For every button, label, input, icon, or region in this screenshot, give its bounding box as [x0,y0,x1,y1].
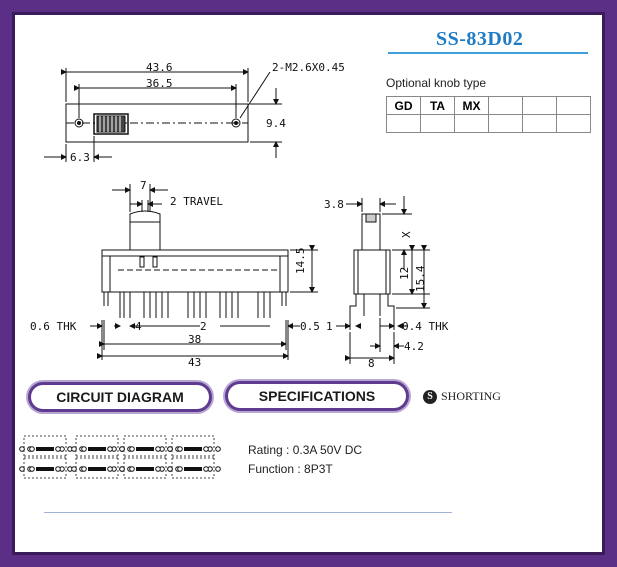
circuit-contact [156,467,161,472]
dim-width-8: 8 [368,357,375,370]
dim-side-knob-width: 3.8 [324,198,344,211]
circuit-contact [56,447,61,452]
side-leg-left [350,294,356,330]
circuit-slider [36,447,54,451]
front-knob [130,222,160,250]
dim-thickness: 0.6 THK [30,320,77,333]
circuit-contact [204,447,209,452]
front-pins [104,292,286,318]
dim-screw: 2-M2.6X0.45 [272,61,345,74]
knob-type-row [387,97,591,115]
dim-knob-height: X [400,231,413,238]
spec-rating: Rating : 0.3A 50V DC [248,443,363,457]
dim-pin-pitch: 2 [200,320,207,333]
front-knob-top [130,211,160,222]
knob-type-cell: TA [421,97,455,115]
circuit-slider [88,467,106,471]
shorting-label [423,389,501,404]
circuit-contact [216,447,221,452]
circuit-contact [168,467,173,472]
model-underline [388,52,588,54]
circuit-contact [30,447,35,452]
circuit-contact [178,447,183,452]
circuit-contact [82,447,87,452]
knob-type-cell: MX [455,97,489,115]
circuit-slider [184,467,202,471]
specifications-header: SPECIFICATIONS [228,384,406,408]
knob-type-cell: GD [387,97,421,115]
dim-offset: 6.3 [70,151,90,164]
dim-hole-pitch: 36.5 [146,77,173,90]
circuit-contact [168,447,173,452]
dim-height-154: 15.4 [414,265,427,292]
knob-type-title: Optional knob type [386,76,487,90]
circuit-contact [72,467,77,472]
knob-type-table [386,96,591,133]
dim-lead-1: 1 [326,320,333,333]
dim-travel: 2 TRAVEL [170,195,223,208]
spec-function: Function : 8P3T [248,462,333,476]
circuit-contact [20,467,25,472]
dim-height-12: 12 [398,266,411,280]
circuit-contact [56,467,61,472]
shorting-icon: S [423,390,437,404]
front-window-1 [140,257,144,267]
model-number: SS-83D02 [436,28,524,50]
side-body [354,250,390,294]
bottom-rule [44,512,452,513]
circuit-contact [108,467,113,472]
circuit-diagram-header: CIRCUIT DIAGRAM [31,385,209,409]
dim-body-height: 14.5 [294,247,307,274]
circuit-diagram [20,436,221,478]
dim-left-pitch: 4 [135,320,142,333]
dim-knob-width: 7 [140,179,147,192]
side-leg-right [388,294,394,330]
knob-type-row-empty [387,115,591,133]
dim-lead-42: 4.2 [404,340,424,353]
knob-type-cell [557,97,591,115]
circuit-contact [156,447,161,452]
circuit-contact [120,447,125,452]
circuit-contact [204,467,209,472]
circuit-contact [130,467,135,472]
circuit-slider [184,447,202,451]
circuit-contact [130,447,135,452]
circuit-contact [20,447,25,452]
circuit-slider [136,467,154,471]
circuit-contact [178,467,183,472]
circuit-contact [216,467,221,472]
top-view-knob [97,116,125,132]
knob-type-cell [489,97,523,115]
circuit-contact [108,447,113,452]
shorting-text: SHORTING [441,389,501,403]
circuit-contact [72,447,77,452]
circuit-contact [120,467,125,472]
circuit-contact [30,467,35,472]
dim-height: 9.4 [266,117,286,130]
circuit-contact [82,467,87,472]
dim-length: 43.6 [146,61,173,74]
dim-right-gap: 0.5 [300,320,320,333]
dim-pin-span: 38 [188,333,202,346]
front-view [90,184,318,360]
front-window-2 [153,257,157,267]
circuit-slider [136,447,154,451]
knob-type-cell [523,97,557,115]
circuit-slider [88,447,106,451]
circuit-slider [36,467,54,471]
dim-body-length: 43 [188,356,202,369]
dim-side-thickness: 0.4 THK [402,320,449,333]
